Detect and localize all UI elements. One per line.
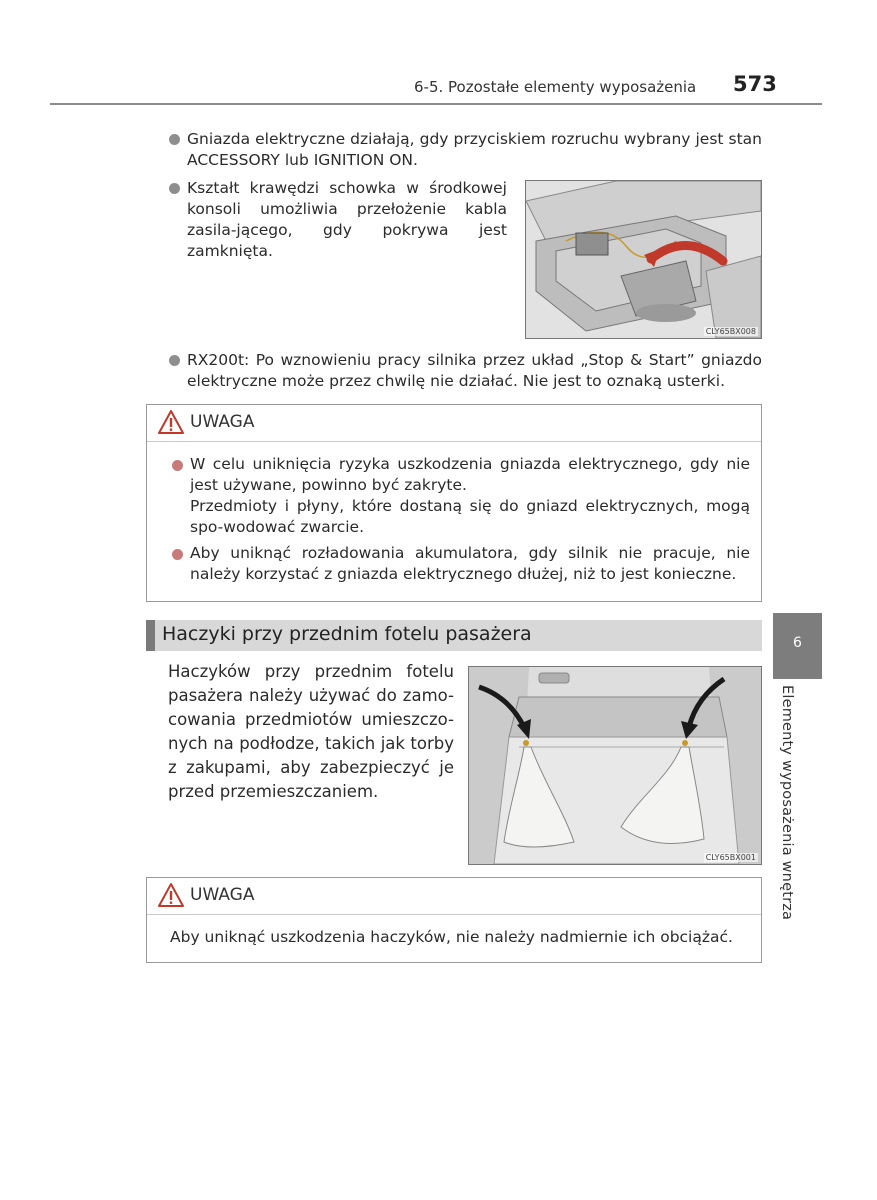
section-title: Haczyki przy przednim fotelu pasażera: [162, 623, 532, 645]
console-illustration-figure: [525, 180, 762, 339]
warning-title: UWAGA: [190, 412, 255, 432]
bullet-dot-icon: [169, 183, 180, 194]
warning-box: [146, 404, 762, 602]
page-number: 573: [733, 72, 777, 96]
chapter-tab: [773, 613, 822, 679]
bullet-dot-icon: [169, 355, 180, 366]
bullet-item: RX200t: Po wznowieniu pracy silnika przez układ „Stop & Start” gniazdo elektryczne może przez chwilę nie działać. Nie jest to oznaką usterki.: [187, 351, 762, 390]
warning-triangle-icon: [157, 882, 185, 908]
console-illustration-icon: [526, 181, 761, 338]
warning-box: [146, 877, 762, 963]
warning-item: [190, 543, 750, 585]
bullet-item: Gniazda elektryczne działają, gdy przyciskiem rozruchu wybrany jest stan ACCESSORY lub IGNITION ON.: [187, 130, 762, 169]
running-header-title: 6-5. Pozostałe elementy wyposażenia: [414, 78, 697, 96]
warning-triangle-icon: [157, 409, 185, 435]
warning-text: Aby uniknąć uszkodzenia haczyków, nie należy nadmiernie ich obciążać.: [170, 928, 733, 946]
section-heading-bar: [146, 620, 762, 651]
warning-item-text: W celu uniknięcia ryzyka uszkodzenia gniazda elektrycznego, gdy nie jest używane, powinno być zakryte.: [190, 455, 750, 494]
bullet-dot-icon: [172, 549, 183, 560]
warning-item-text: Aby uniknąć rozładowania akumulatora, gdy silnik nie pracuje, nie należy korzystać z gniazda elektrycznego dłużej, niż to jest konieczne.: [190, 544, 750, 583]
warning-item-text: Przedmioty i płyny, które dostaną się do gniazd elektrycznych, mogą spo-wodować zwarcie.: [190, 497, 750, 536]
warning-header: [147, 405, 761, 442]
hooks-illustration-icon: [469, 667, 761, 864]
bullet-dot-icon: [169, 134, 180, 145]
figure-code: CLY65BX001: [705, 853, 756, 862]
warning-title: UWAGA: [190, 885, 255, 905]
chapter-label: Elementy wyposażenia wnętrza: [779, 685, 795, 921]
section-body: Haczyków przy przednim fotelu pasażera należy używać do zamo-cowania przedmiotów umieszczo-nych na podłodze, takich jak torby z zakupami, aby zabezpieczyć je przed przemieszczaniem.: [168, 662, 454, 801]
warning-item: [190, 454, 750, 538]
chapter-number: 6: [793, 635, 802, 651]
figure-code: CLY65BX008: [705, 327, 756, 336]
warning-header: [147, 878, 761, 915]
bullet-dot-icon: [172, 460, 183, 471]
header-rule: [50, 103, 822, 105]
section-accent: [146, 620, 155, 651]
hooks-illustration-figure: [468, 666, 762, 865]
bullet-item: Kształt krawędzi schowka w środkowej konsoli umożliwia przełożenie kabla zasila-jącego, gdy pokrywa jest zamknięta.: [187, 179, 507, 260]
